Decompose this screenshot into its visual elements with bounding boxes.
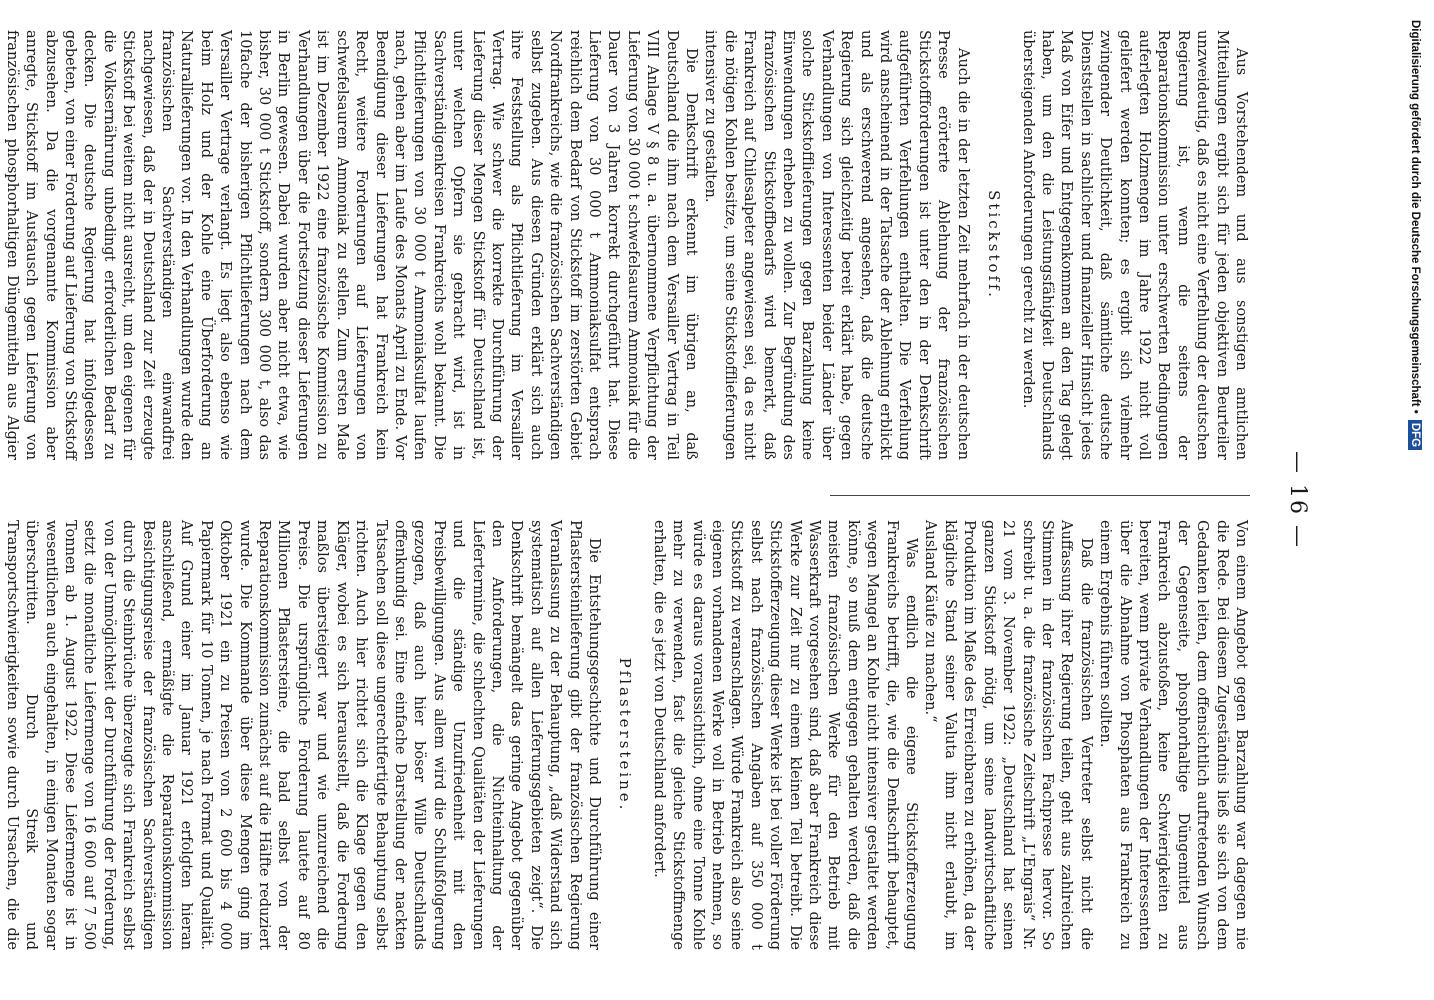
paragraph: Von einem Angebot gegen Barzahlung war dagegen nie die Rede. Bei diesem Zugeständnis ließ sie sich von dem Gedanken leiten, dem offensichtlich auftretenden Wunsch der Gegenseite, phosphorhaltige Düngemittel aus Frankreich abzustoßen, keine Schwierigkeiten zu bereiten, wenn private Verhandlungen der Interessenten über die Abnahme von Phosphaten aus Frankreich zu einem Ergebnis führen sollten. [1097, 520, 1249, 950]
paragraph: Daß die französischen Vertreter selbst nicht die Auffassung ihrer Regierung teilen, geht aus zahlreichen Stimmen in der französischen Fachpresse hervor. So schreibt u. a. die französische Zeitschrift „L'Engrais“ Nr. 21 vom 3. November 1922: „Deutschland hat seinen ganzen Stickstoff nötig, um seine landwirtschaftliche Produktion im Maße des Erreichbaren zu erhöhen, da der klägliche Stand seiner Valuta ihm nicht erlaubt, im Ausland Käufe zu machen.“ [922, 520, 1094, 950]
section-heading-pflastersteine: Pflastersteine. [616, 657, 635, 813]
page-number: — 16 — [1285, 451, 1310, 549]
side-note [1400, 20, 1430, 980]
left-column [3, 30, 1250, 460]
paragraph: Was endlich die eigene Stickstofferzeugung Frankreichs betrifft, die, wie die Denkschrift behauptet, wegen Mangel an Kohle nicht intensiver gestaltet werden könne, so muß dem entgegen gehalten werden, daß die meisten französischen Werke für den Betrieb mit Wasserkraft vorgesehen sind, daß aber Frankreich diese Werke zur Zeit nur zu einem kleinen Teil betreibt. Die Stickstofferzeugung dieser Werke ist bei voller Förderung selbst nach französischen Angaben auf 350 000 t Stickstoff zu veranschlagen. Würde Frankreich also seine eigenen vorhandenen Werke voll in Betrieb nehmen, so würde es daraus voraussichtlich, ohne eine Tonne Kohle mehr zu verwenden, fast die gleiche Stickstoffmenge erhalten, die es jetzt von Deutschland anfordert. [650, 520, 920, 950]
rotated-text-block [3, 30, 1310, 970]
section-heading-stickstoff: Stickstoff. [985, 190, 1004, 300]
paragraph: Die Entstehungsgeschichte und Durchführung einer Pflastersteinlieferung gibt der französischen Regierung Veranlassung zu der Behauptung, „daß Widerstand sich systematisch auf allen Lieferungsgebieten zeigt“. Die Denkschrift bemängelt das geringe Angebot gegenüber den Anforderungen, die Nichteinhaltung der Liefertermine, die schlechten Qualitäten der Lieferungen und die ständige Unzufriedenheit mit den Preisbewilligungen. Aus allem wird die Schlußfolgerung gezogen, daß auch hier böser Wille Deutschlands offenkundig sei. Eine einfache Darstellung der nackten Tatsachen soll diese ungerechtfertigte Behauptung selbst richten. Auch hier richtet sich die Klage gegen den Kläger, wobei es sich herausstellt, daß die Forderung maßlos übersteigert war und wie unzureichend die Preise. Die ursprüngliche Forderung lautete auf 80 Millionen Pflastersteine, die bald selbst von der Reparationskommission zunächst auf die Hälfte reduziert wurde. Die Kommande über diese Mengen ging im Oktober 1921 ein zu Preisen von 2 600 bis 4 000 Papiermark für 10 Tonnen, je nach Format und Qualität. Auf Grund einer im Januar 1921 erfolgten hieran anschließend, ermäßigte die Reparationskommission Besichtigungsreise der französischen Sachverständigen durch die Steinbrüche überzeugte sich Frankreich selbst von der Unmöglichkeit der Durchführung der Forderung, setzt die monatliche Liefermenge von 16 600 auf 7 500 Tonnen ab 1. August 1922. Diese Liefermenge ist in wesentlichen auch eingehalten, in einigen Monaten sogar überschritten. Durch Streik und Transportschwierigkeiten sowie durch Ursachen, die die [3, 520, 602, 950]
column-divider [830, 495, 1250, 496]
paragraph: Auch die in der letzten Zeit mehrfach in der deutschen Presse erörterte Ablehnung der französischen Stickstoffforderungen ist unter den in der Denkschrift aufgeführten Verfehlungen enthalten. Die Verfehlung wird anscheinend in der Tatsache der Ablehnung erblickt und als erschwerend angesehen, daß die deutsche Regierung sich gleichzeitig bereit erklärt habe, gegen Verhandlungen von Interessenten beider Länder über solche Stickstofflieferungen gegen Barzahlung keine Einwendungen erheben zu wollen. Zur Begründung des französischen Stickstoffbedarfs wird bemerkt, daß Frankreich auf Chilesalpeter angewiesen sei, da es nicht die nötigen Kohlen besitze, um seine Stickstofflieferungen intensiver zu gestalten. [702, 30, 971, 460]
paragraph: Die Denkschrift erkennt im übrigen an, daß Deutschland die ihm nach dem Versailler Vertrag in Teil VIII Anlage V § 8 u. a. übernommene Verpflichtung der Lieferung von 30 000 t schwefelsaurem Ammoniak für die Dauer von 3 Jahren korrekt durchgeführt hat. Diese Lieferung von 30 000 t Ammoniaksulfat entsprach reichlich dem Bedarf von Stickstoff im zerstörten Gebiet Nordfrankreichs, wie die französischen Sachverständigen selbst zugeben. Aus diesen Gründen erklärt sich auch ihre Feststellung als Pflichtlieferung im Versailler Vertrag. Wie schwer die korrekte Durchführung der Lieferung dieser Mengen Stickstoff für Deutschland ist, unter welchen Opfern sie gebracht wird, ist in Sachverständigenkreisen Frankreichs wohl bekannt. Die Pflichtlieferungen von 30 000 t Ammoniaksulfat laufen nach, gehen aber im Laufe des Monats April zu Ende. Vor Beendigung dieser Lieferungen hat Frankreich kein Recht, weitere Forderungen auf Lieferungen von schwefelsaurem Ammoniak zu stellen. Zum ersten Male ist im Dezember 1922 eine französische Kommission zu Verhandlungen über die Fortsetzung dieser Lieferungen in Berlin gewesen. Dabei wurden aber nicht etwa, wie bisher, 30 000 t Stickstoff, sondern 300 000 t, also das 10fache der bisherigen Pflichtlieferungen nach dem Versailler Vertrage verlangt. Es liegt also ebenso wie beim Holz und der Kohle eine Überforderung an Naturallieferungen vor. In den Verhandlungen wurde den französischen Sachverständigen einwandfrei nachgewiesen, daß der in Deutschland zur Zeit erzeugte Stickstoff bei weitem nicht ausreicht, um den eigenen für die Volksernährung unbedingt erforderlichen Bedarf zu decken. Die deutsche Regierung hat infolgedessen gebeten, von einer Forderung auf Lieferung von Stickstoff abzusehen. Da die vorgenannte Kommission aber anregte, Stickstoff im Austausch gegen Lieferung von französischen phosphorhaltigen Düngemitteln aus Algier [3, 30, 700, 460]
side-note-text: Digitalisierung gefördert durch die Deutsche Forschungsgemeinschaft • [1409, 20, 1421, 414]
right-column [3, 520, 1250, 950]
scan-mark [575, 40, 578, 58]
paragraph: Aus Vorstehendem und aus sonstigen amtlichen Mitteilungen ergibt sich für jeden objektiven Beurteiler unzweideutig, daß es nicht eine Verfehlung der deutschen Regierung ist, wenn die seitens der Reparationskommission unter erschwerten Bedingungen auferlegten Holzmengen im Jahre 1922 nicht voll geliefert werden konnten; es ergibt sich vielmehr zwingender Deutlichkeit, daß sämtliche deutsche Dienststellen in sachlicher und finanzieller Hinsicht jedes Maß von Eifer und Entgegenkommen an den Tag gelegt haben, um den die Leistungsfähigkeit Deutschlands übersteigenden Anforderungen gerecht zu werden. [1019, 30, 1249, 460]
dfg-logo: DFG [1408, 420, 1422, 450]
